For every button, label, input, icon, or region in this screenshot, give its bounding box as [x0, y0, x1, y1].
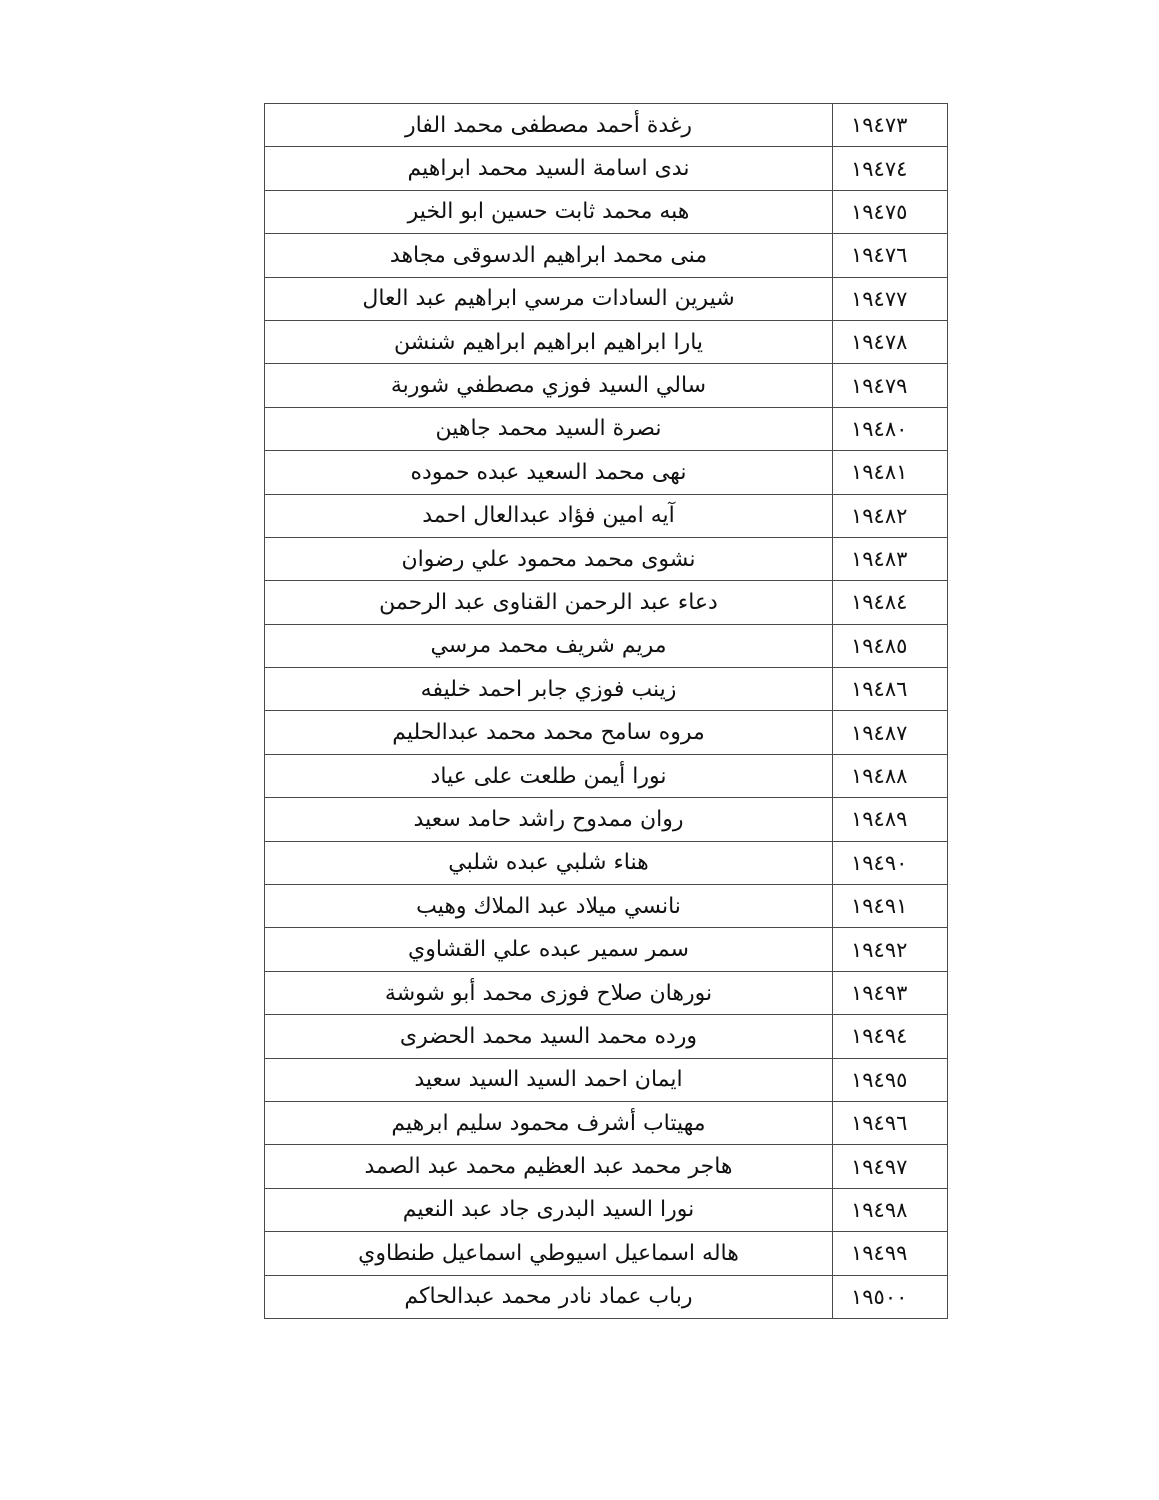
row-name-cell: ورده محمد السيد محمد الحضرى: [265, 1015, 833, 1058]
row-name-cell: منى محمد ابراهيم الدسوقى مجاهد: [265, 234, 833, 277]
row-name-cell: رغدة أحمد مصطفى محمد الفار: [265, 104, 833, 147]
table-row: [265, 104, 948, 147]
row-number-cell: ١٩٤٨١: [833, 451, 948, 494]
row-number-cell: ١٩٤٧٦: [833, 234, 948, 277]
row-name-cell: هاجر محمد عبد العظيم محمد عبد الصمد: [265, 1145, 833, 1188]
table-row: [265, 494, 948, 537]
row-name-cell: نشوى محمد محمود علي رضوان: [265, 537, 833, 580]
row-name-cell: مروه سامح محمد محمد عبدالحليم: [265, 711, 833, 754]
table-row: [265, 1145, 948, 1188]
row-name-cell: نصرة السيد محمد جاهين: [265, 407, 833, 450]
row-number-cell: ١٩٤٩٤: [833, 1015, 948, 1058]
table-row: [265, 451, 948, 494]
table-row: [265, 928, 948, 971]
row-name-cell: هبه محمد ثابت حسين ابو الخير: [265, 190, 833, 233]
row-name-cell: نهى محمد السعيد عبده حموده: [265, 451, 833, 494]
table-row: [265, 277, 948, 320]
row-name-cell: هاله اسماعيل اسيوطي اسماعيل طنطاوي: [265, 1232, 833, 1275]
table-row: [265, 1015, 948, 1058]
row-number-cell: ١٩٤٨٠: [833, 407, 948, 450]
row-number-cell: ١٩٤٧٤: [833, 147, 948, 190]
row-name-cell: آيه امين فؤاد عبدالعال احمد: [265, 494, 833, 537]
row-number-cell: ١٩٤٨٢: [833, 494, 948, 537]
row-name-cell: ايمان احمد السيد السيد سعيد: [265, 1058, 833, 1101]
table-row: [265, 320, 948, 363]
row-name-cell: دعاء عبد الرحمن القناوى عبد الرحمن: [265, 581, 833, 624]
row-number-cell: ١٩٤٩٧: [833, 1145, 948, 1188]
row-number-cell: ١٩٤٨٧: [833, 711, 948, 754]
table-row: [265, 190, 948, 233]
names-table-body: [265, 104, 948, 1319]
names-table: [264, 103, 948, 1319]
row-name-cell: نورا أيمن طلعت على عياد: [265, 754, 833, 797]
row-number-cell: ١٩٥٠٠: [833, 1275, 948, 1318]
row-name-cell: زينب فوزي جابر احمد خليفه: [265, 668, 833, 711]
row-number-cell: ١٩٤٩٥: [833, 1058, 948, 1101]
row-name-cell: يارا ابراهيم ابراهيم ابراهيم شنشن: [265, 320, 833, 363]
table-row: [265, 971, 948, 1014]
table-row: [265, 234, 948, 277]
table-row: [265, 147, 948, 190]
row-name-cell: نورا السيد البدرى جاد عبد النعيم: [265, 1188, 833, 1231]
row-number-cell: ١٩٤٩٣: [833, 971, 948, 1014]
row-number-cell: ١٩٤٨٩: [833, 798, 948, 841]
row-number-cell: ١٩٤٧٩: [833, 364, 948, 407]
row-number-cell: ١٩٤٨٥: [833, 624, 948, 667]
table-row: [265, 364, 948, 407]
table-row: [265, 581, 948, 624]
row-name-cell: روان ممدوح راشد حامد سعيد: [265, 798, 833, 841]
table-row: [265, 537, 948, 580]
table-row: [265, 1232, 948, 1275]
table-row: [265, 711, 948, 754]
table-row: [265, 1058, 948, 1101]
row-name-cell: نورهان صلاح فوزى محمد أبو شوشة: [265, 971, 833, 1014]
row-number-cell: ١٩٤٧٥: [833, 190, 948, 233]
row-number-cell: ١٩٤٩٢: [833, 928, 948, 971]
table-row: [265, 1101, 948, 1144]
row-name-cell: هناء شلبي عبده شلبي: [265, 841, 833, 884]
row-name-cell: سمر سمير عبده علي القشاوي: [265, 928, 833, 971]
row-name-cell: سالي السيد فوزي مصطفي شوربة: [265, 364, 833, 407]
row-number-cell: ١٩٤٩٨: [833, 1188, 948, 1231]
table-row: [265, 668, 948, 711]
row-number-cell: ١٩٤٩٩: [833, 1232, 948, 1275]
table-row: [265, 407, 948, 450]
table-row: [265, 1188, 948, 1231]
table-row: [265, 754, 948, 797]
row-number-cell: ١٩٤٩٦: [833, 1101, 948, 1144]
row-name-cell: رباب عماد نادر محمد عبدالحاكم: [265, 1275, 833, 1318]
row-name-cell: شيرين السادات مرسي ابراهيم عبد العال: [265, 277, 833, 320]
row-name-cell: مهيتاب أشرف محمود سليم ابرهيم: [265, 1101, 833, 1144]
row-number-cell: ١٩٤٧٧: [833, 277, 948, 320]
row-number-cell: ١٩٤٩١: [833, 885, 948, 928]
table-row: [265, 841, 948, 884]
row-number-cell: ١٩٤٨٣: [833, 537, 948, 580]
row-number-cell: ١٩٤٩٠: [833, 841, 948, 884]
row-number-cell: ١٩٤٨٤: [833, 581, 948, 624]
row-name-cell: مريم شريف محمد مرسي: [265, 624, 833, 667]
row-number-cell: ١٩٤٧٣: [833, 104, 948, 147]
row-name-cell: نانسي ميلاد عبد الملاك وهيب: [265, 885, 833, 928]
table-row: [265, 798, 948, 841]
row-name-cell: ندى اسامة السيد محمد ابراهيم: [265, 147, 833, 190]
row-number-cell: ١٩٤٨٨: [833, 754, 948, 797]
table-row: [265, 1275, 948, 1318]
row-number-cell: ١٩٤٨٦: [833, 668, 948, 711]
row-number-cell: ١٩٤٧٨: [833, 320, 948, 363]
table-row: [265, 624, 948, 667]
table-row: [265, 885, 948, 928]
